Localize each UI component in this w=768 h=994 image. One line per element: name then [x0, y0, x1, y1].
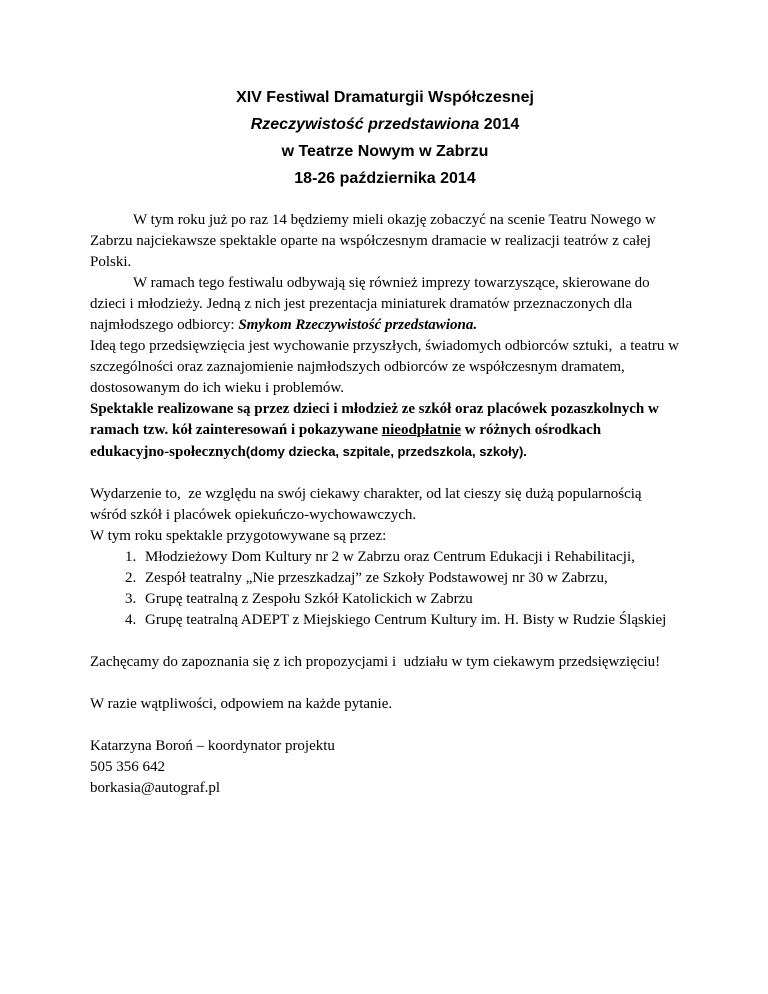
numbered-list: [90, 547, 680, 631]
paragraph: [90, 778, 680, 799]
text-run: 505 356 642: [90, 759, 165, 775]
text-run: w różnych ośrodkach edukacyjno-społecznych: [90, 422, 605, 460]
text-run: nieodpłatnie: [381, 422, 461, 438]
paragraph: [90, 757, 680, 778]
text-run: Katarzyna Boroń – koordynator projektu: [90, 738, 335, 754]
text-run: w Teatrze Nowym w Zabrzu: [281, 143, 489, 160]
text-run: Grupę teatralną z Zespołu Szkół Katolickich w Zabrzu: [145, 591, 473, 607]
text-run: Smykom Rzeczywistość przedstawiona.: [238, 317, 478, 333]
text-run: borkasia@autograf.pl: [90, 780, 221, 796]
paragraph: [90, 526, 680, 547]
text-run: Młodzieżowy Dom Kultury nr 2 w Zabrzu oraz Centrum Edukacji i Rehabilitacji,: [145, 549, 635, 565]
document-body: [90, 210, 687, 799]
text-run: Wydarzenie to, ze względu na swój ciekawy charakter, od lat cieszy się dużą popularnością wśród szkół i placówek opiekuńczo-wychowawczych.: [90, 486, 646, 523]
text-run: 2014: [483, 116, 520, 133]
title-line: [90, 84, 680, 111]
title-line: [90, 138, 680, 165]
paragraph: [90, 736, 680, 757]
title-line: [90, 111, 680, 138]
text-run: Ideą tego przedsięwzięcia jest wychowanie przyszłych, świadomych odbiorców sztuki, a teatru w szczególności oraz zaznajomienie najmłodszych odbiorców ze współczesnym dramatem, dostosowanym do ich wieku i problemów.: [90, 338, 687, 396]
text-run: Rzeczywistość przedstawiona: [250, 116, 484, 133]
text-run: Zespół teatralny „Nie przeszkadzaj” ze Szkoły Podstawowej nr 30 w Zabrzu,: [145, 570, 608, 586]
paragraph: [90, 484, 680, 526]
text-run: W tym roku już po raz 14 będziemy mieli okazję zobaczyć na scenie Teatru Nowego w Zabrzu najciekawsze spektakle oparte na współczesnym dramacie w realizacji teatrów z całej Polski.: [90, 212, 660, 270]
blank-line: [90, 631, 680, 652]
paragraph: [90, 652, 680, 673]
text-run: W ramach tego festiwalu odbywają się również imprezy towarzyszące, skierowane do dzieci i młodzieży. Jedną z nich jest prezentacja miniaturek dramatów przeznaczonych dla najmłodszego odbiorcy:: [90, 275, 654, 333]
text-run: (domy dziecka, szpitale, przedszkola, szkoły).: [245, 444, 527, 459]
text-run: Zachęcamy do zapoznania się z ich propozycjami i udziału w tym ciekawym przedsięwzięciu!: [90, 654, 661, 670]
text-run: XIV Festiwal Dramaturgii Współczesnej: [236, 89, 534, 106]
blank-line: [90, 715, 680, 736]
list-item: [140, 547, 680, 568]
text-run: 18-26 października 2014: [294, 170, 476, 187]
blank-line: [90, 673, 680, 694]
text-run: Grupę teatralną ADEPT z Miejskiego Centrum Kultury im. H. Bisty w Rudzie Śląskiej: [145, 612, 667, 628]
text-run: Spektakle realizowane są przez dzieci i młodzież ze szkół oraz placówek pozaszkolnych w ramach tzw. kół zainteresowań i pokazywane: [90, 401, 663, 438]
text-run: W razie wątpliwości, odpowiem na każde pytanie.: [90, 696, 393, 712]
text-run: W tym roku spektakle przygotowywane są przez:: [90, 528, 387, 544]
paragraph: [90, 336, 687, 399]
list-item: [140, 568, 680, 589]
paragraph: [90, 399, 680, 463]
list-item: [140, 610, 680, 631]
document-title: [90, 84, 680, 192]
blank-line: [90, 463, 680, 484]
paragraph: [90, 210, 680, 273]
paragraph: [90, 694, 680, 715]
paragraph: [90, 273, 680, 336]
list-item: [140, 589, 680, 610]
title-line: [90, 165, 680, 192]
